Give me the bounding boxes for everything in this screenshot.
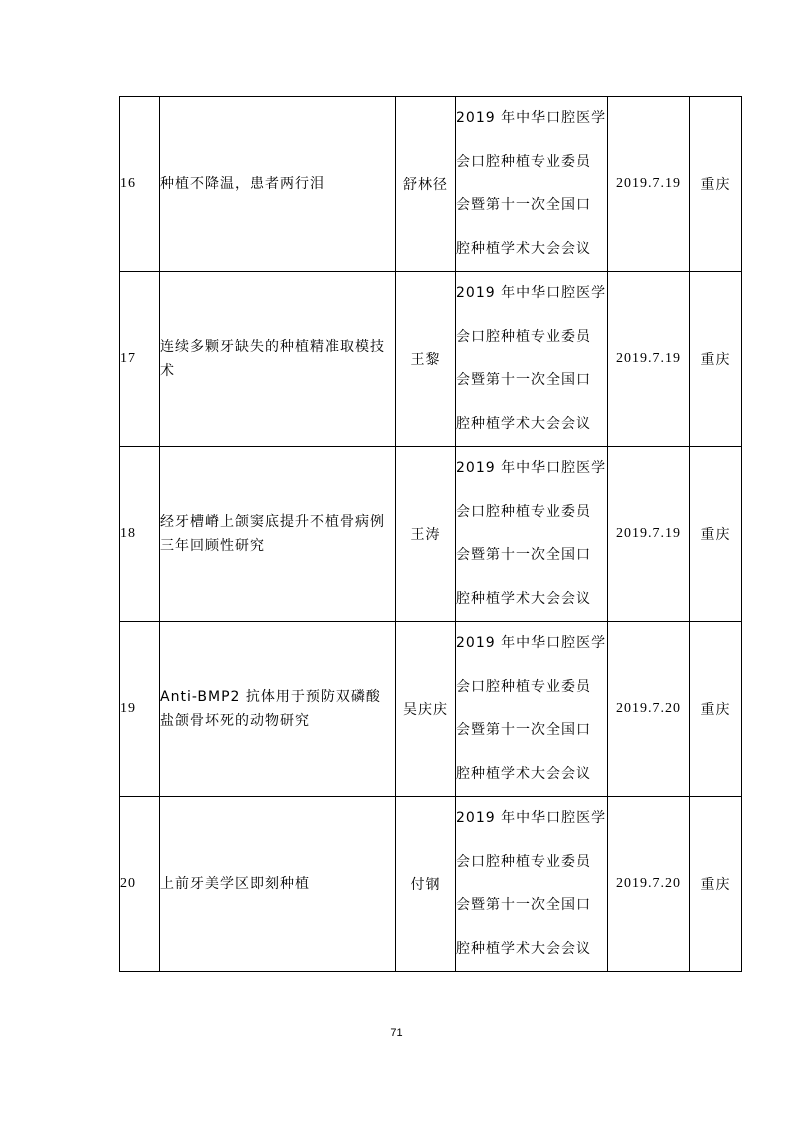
meeting-line: 腔种植学术大会会议 bbox=[456, 415, 591, 432]
meeting-line: 会口腔种植专业委员 bbox=[456, 853, 591, 870]
table-row bbox=[120, 447, 742, 622]
table-row bbox=[120, 97, 742, 272]
author-cell: 吴庆庆 bbox=[396, 622, 456, 797]
meeting-line: 2019 年中华口腔医学 bbox=[456, 110, 607, 126]
meeting-line: 会暨第十一次全国口 bbox=[456, 547, 591, 563]
meeting-line: 腔种植学术大会会议 bbox=[456, 240, 591, 257]
paper-title-cell: Anti-BMP2 抗体用于预防双磷酸盐颌骨坏死的动物研究 bbox=[160, 622, 396, 797]
author-cell: 舒林径 bbox=[396, 97, 456, 272]
meeting-line: 会口腔种植专业委员 bbox=[456, 153, 591, 170]
paper-title-cell: 连续多颗牙缺失的种植精准取模技术 bbox=[160, 272, 396, 447]
date-cell: 2019.7.19 bbox=[608, 447, 690, 622]
meeting-line: 2019 年中华口腔医学 bbox=[456, 810, 607, 826]
meeting-cell bbox=[456, 797, 608, 972]
meeting-line: 会暨第十一次全国口 bbox=[456, 197, 591, 213]
meeting-cell bbox=[456, 97, 608, 272]
meeting-line: 2019 年中华口腔医学 bbox=[456, 635, 607, 651]
row-number-cell: 19 bbox=[120, 622, 160, 797]
paper-title-cell: 种植不降温，患者两行泪 bbox=[160, 97, 396, 272]
meeting-line: 腔种植学术大会会议 bbox=[456, 590, 591, 607]
meeting-line: 2019 年中华口腔医学 bbox=[456, 285, 607, 301]
records-table bbox=[119, 96, 742, 972]
date-cell: 2019.7.19 bbox=[608, 272, 690, 447]
meeting-line: 会暨第十一次全国口 bbox=[456, 722, 591, 738]
meeting-line: 会口腔种植专业委员 bbox=[456, 328, 591, 345]
row-number-cell: 16 bbox=[120, 97, 160, 272]
meeting-line: 会口腔种植专业委员 bbox=[456, 503, 591, 520]
meeting-line: 2019 年中华口腔医学 bbox=[456, 460, 607, 476]
meeting-line: 腔种植学术大会会议 bbox=[456, 765, 591, 782]
table-row bbox=[120, 272, 742, 447]
meeting-cell bbox=[456, 447, 608, 622]
meeting-line: 会口腔种植专业委员 bbox=[456, 678, 591, 695]
meeting-line: 会暨第十一次全国口 bbox=[456, 897, 591, 913]
date-cell: 2019.7.20 bbox=[608, 622, 690, 797]
page-number: 71 bbox=[390, 1027, 403, 1039]
location-cell: 重庆 bbox=[690, 272, 742, 447]
meeting-cell bbox=[456, 272, 608, 447]
date-cell: 2019.7.19 bbox=[608, 97, 690, 272]
paper-title-cell: 经牙槽嵴上颌窦底提升不植骨病例三年回顾性研究 bbox=[160, 447, 396, 622]
location-cell: 重庆 bbox=[690, 97, 742, 272]
author-cell: 王涛 bbox=[396, 447, 456, 622]
author-cell: 付钢 bbox=[396, 797, 456, 972]
date-cell: 2019.7.20 bbox=[608, 797, 690, 972]
author-cell: 王黎 bbox=[396, 272, 456, 447]
location-cell: 重庆 bbox=[690, 622, 742, 797]
table-row bbox=[120, 797, 742, 972]
meeting-line: 腔种植学术大会会议 bbox=[456, 940, 591, 957]
location-cell: 重庆 bbox=[690, 447, 742, 622]
meeting-line: 会暨第十一次全国口 bbox=[456, 372, 591, 388]
meeting-cell bbox=[456, 622, 608, 797]
row-number-cell: 20 bbox=[120, 797, 160, 972]
records-table-body bbox=[120, 97, 742, 972]
row-number-cell: 17 bbox=[120, 272, 160, 447]
table-row bbox=[120, 622, 742, 797]
paper-title-cell: 上前牙美学区即刻种植 bbox=[160, 797, 396, 972]
location-cell: 重庆 bbox=[690, 797, 742, 972]
row-number-cell: 18 bbox=[120, 447, 160, 622]
